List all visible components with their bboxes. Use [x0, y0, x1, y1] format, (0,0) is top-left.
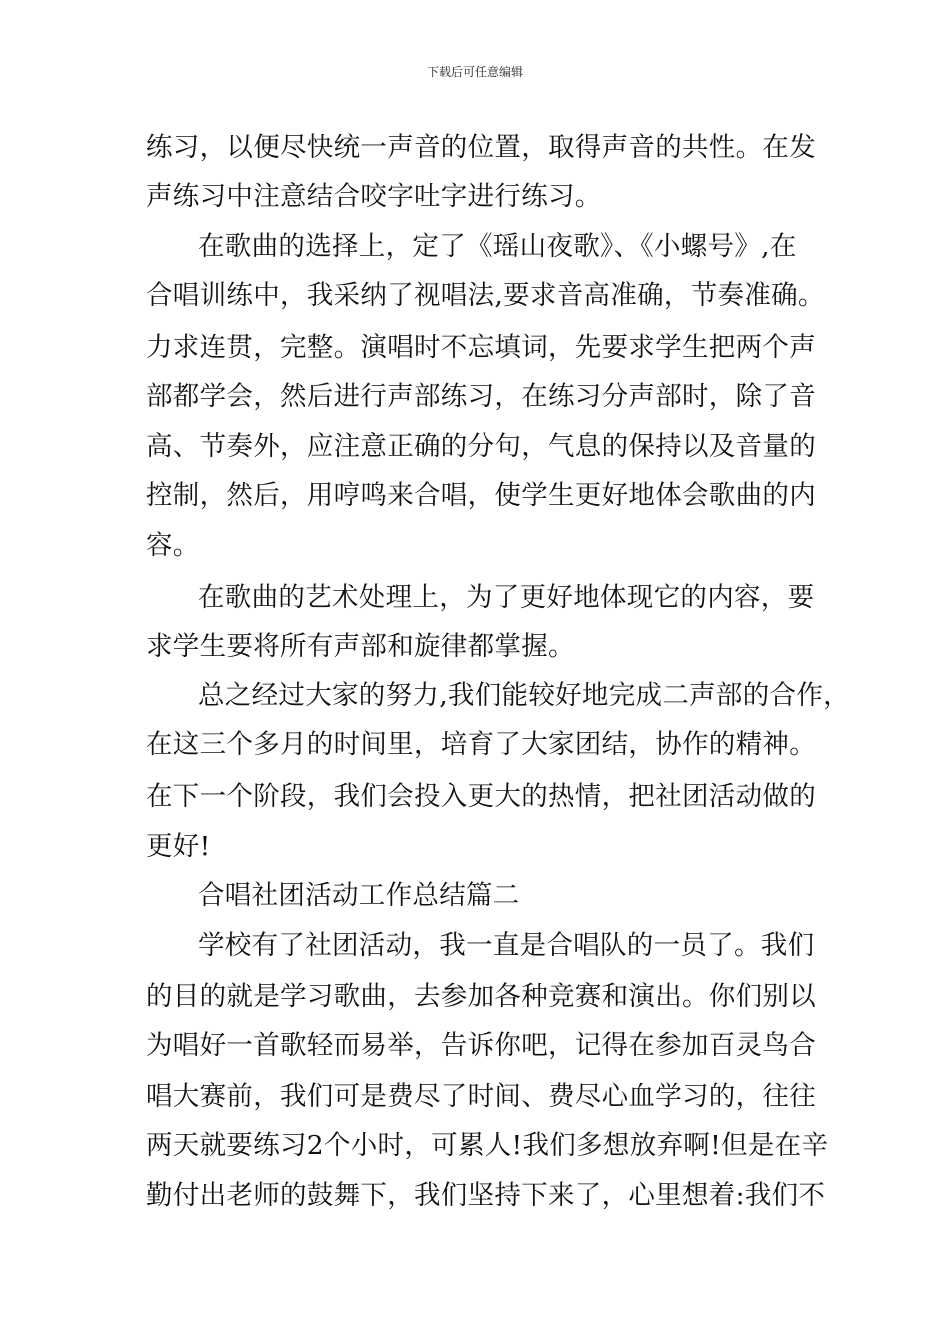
text-line: 容。: [146, 530, 200, 561]
text-line: 更好!: [146, 831, 211, 862]
text-line: 控制，然后，用哼鸣来合唱，使学生更好地体会歌曲的内: [146, 480, 816, 511]
text-line: 勤付出老师的鼓舞下，我们坚持下来了，心里想着:我们不: [146, 1180, 826, 1211]
text-line: 唱大赛前，我们可是费尽了时间、费尽心血学习的，往往: [146, 1081, 816, 1112]
paragraph-start-line: 学校有了社团活动，我一直是合唱队的一员了。我们: [198, 930, 815, 961]
text-line: 在下一个阶段，我们会投入更大的热情，把社团活动做的: [146, 781, 816, 812]
text-line: 求学生要将所有声部和旋律都掌握。: [146, 631, 575, 662]
text-line: 练习，以便尽快统一声音的位置，取得声音的共性。在发: [146, 132, 816, 163]
text-line: 的目的就是学习歌曲，去参加各种竞赛和演出。你们别以: [146, 981, 816, 1012]
section-heading: 合唱社团活动工作总结篇二: [198, 880, 520, 911]
paragraph-start-line: 在歌曲的艺术处理上，为了更好地体现它的内容，要: [198, 582, 815, 613]
text-line: 为唱好一首歌轻而易举，告诉你吧，记得在参加百灵鸟合: [146, 1030, 816, 1061]
text-line: 声练习中注意结合咬字吐字进行练习。: [146, 181, 602, 212]
text-line: 在这三个多月的时间里，培育了大家团结，协作的精神。: [146, 729, 816, 760]
text-line: 合唱训练中，我采纳了视唱法,要求音高准确，节奏准确。: [146, 280, 825, 311]
paragraph-start-line: 总之经过大家的努力,我们能较好地完成二声部的合作，: [198, 680, 850, 711]
text-line: 力求连贯，完整。演唱时不忘填词，先要求学生把两个声: [146, 332, 816, 363]
page-header-note: 下载后可任意编辑: [426, 65, 523, 79]
paragraph-start-line: 在歌曲的选择上，定了《瑶山夜歌》、《小螺号》,在: [198, 231, 797, 262]
text-line: 两天就要练习2个小时，可累人!我们多想放弃啊!但是在辛: [146, 1130, 829, 1161]
text-line: 高、节奏外，应注意正确的分句，气息的保持以及音量的: [146, 431, 816, 462]
text-line: 部都学会，然后进行声部练习，在练习分声部时，除了音: [146, 381, 816, 412]
